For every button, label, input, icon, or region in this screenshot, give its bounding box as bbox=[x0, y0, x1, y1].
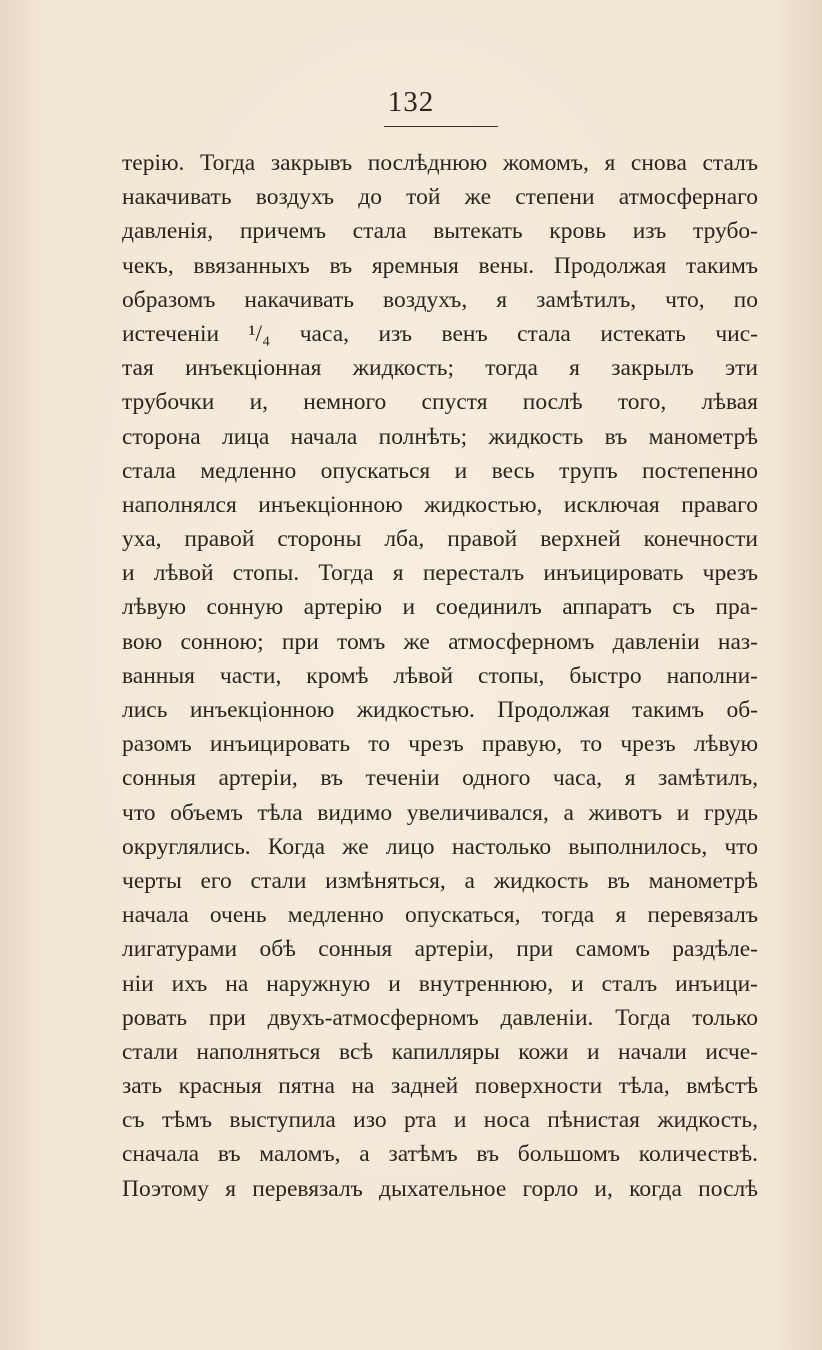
text-line: чекъ, ввязанныхъ въ яремныя вены. Продолжая такимъ bbox=[122, 252, 758, 279]
text-line: накачивать воздухъ до той же степени атмосфернаго bbox=[122, 184, 758, 211]
text-line: Поэтому я перевязалъ дыхательное горло и, когда послѣ bbox=[122, 1175, 758, 1202]
text-line: сонныя артеріи, въ теченіи одного часа, я замѣтилъ, bbox=[122, 765, 758, 792]
text-line: начала очень медленно опускаться, тогда я перевязалъ bbox=[122, 902, 758, 929]
text-line: уха, правой стороны лба, правой верхней конечности bbox=[122, 526, 758, 553]
text-line: наполнялся инъекціонною жидкостью, исключая праваго bbox=[122, 491, 758, 518]
text-line: стала медленно опускаться и весь трупъ постепенно bbox=[122, 457, 758, 484]
text-line: лись инъекціонною жидкостью. Продолжая такимъ об- bbox=[122, 697, 758, 723]
text-line: ровать при двухъ-атмосферномъ давленіи. Тогда только bbox=[122, 1004, 758, 1031]
text-line: терію. Тогда закрывъ послѣднюю жомомъ, я снова сталъ bbox=[122, 150, 758, 176]
text-line: стали наполняться всѣ капилляры кожи и начали исче- bbox=[122, 1038, 758, 1065]
text-line: разомъ инъицировать то чрезъ правую, то чрезъ лѣвую bbox=[122, 731, 758, 758]
text-line: трубочки и, немного спустя послѣ того, лѣвая bbox=[122, 389, 758, 416]
text-line: зать красныя пятна на задней поверхности тѣла, вмѣстѣ bbox=[122, 1073, 758, 1100]
text-line: тая инъекціонная жидкость; тогда я закрылъ эти bbox=[122, 355, 758, 382]
page-number: 132 bbox=[387, 86, 435, 118]
text-line: лигатурами обѣ сонныя артеріи, при самомъ раздѣле- bbox=[122, 936, 758, 963]
text-line: образомъ накачивать воздухъ, я замѣтилъ, что, по bbox=[122, 286, 758, 313]
body-text bbox=[122, 146, 758, 1206]
text-line: ніи ихъ на наружную и внутреннюю, и сталъ инъици- bbox=[122, 970, 758, 997]
text-line: что объемъ тѣла видимо увеличивался, а животъ и грудь bbox=[122, 799, 758, 826]
text-line: сторона лица начала полнѣть; жидкость въ манометрѣ bbox=[122, 423, 758, 450]
text-line: лѣвую сонную артерію и соединилъ аппаратъ съ пра- bbox=[122, 594, 758, 621]
text-line: истеченіи ¹/₄ часа, изъ венъ стала истекать чис- bbox=[122, 320, 758, 347]
text-line: черты его стали измѣняться, а жидкость въ манометрѣ bbox=[122, 867, 758, 894]
text-line: округлялись. Когда же лицо настолько выполнилось, что bbox=[122, 833, 758, 860]
text-line: ванныя части, кромѣ лѣвой стопы, быстро наполни- bbox=[122, 662, 758, 689]
text-line: сначала въ маломъ, а затѣмъ въ большомъ количествѣ. bbox=[122, 1141, 758, 1168]
text-line: вою сонною; при томъ же атмосферномъ давленіи наз- bbox=[122, 628, 758, 655]
text-line: давленія, причемъ стала вытекать кровь изъ трубо- bbox=[122, 218, 758, 245]
text-line: съ тѣмъ выступила изо рта и носа пѣнистая жидкость, bbox=[122, 1107, 758, 1134]
text-line: и лѣвой стопы. Тогда я пересталъ инъицировать чрезъ bbox=[122, 560, 758, 587]
header-rule bbox=[384, 126, 498, 127]
